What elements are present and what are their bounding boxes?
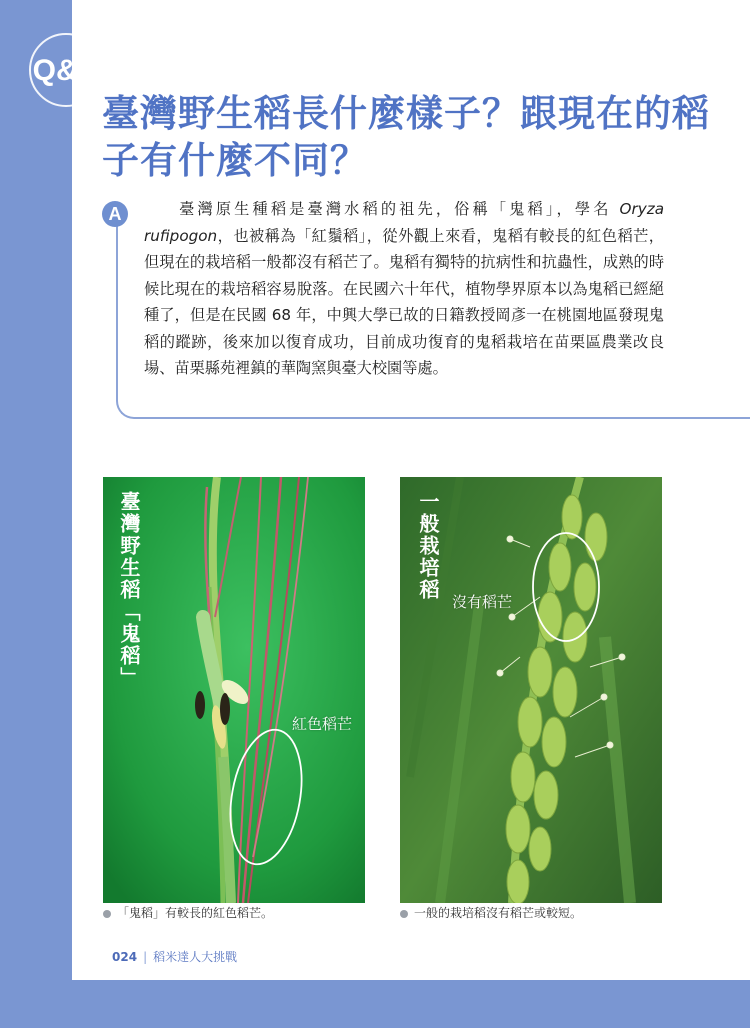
bullet-icon [400,910,408,918]
answer-marker: A [102,201,128,227]
qa-badge-text: Q&A [32,54,100,87]
footer-separator: | [143,950,148,964]
left-side-band [0,0,72,1028]
no-awn-callout: 沒有稻芒 [452,593,513,611]
wild-rice-label: 臺灣野生稻「鬼稻」 [117,491,141,689]
cultivated-rice-label: 一般栽培稻 [416,491,440,601]
page-number: 024 [112,950,138,964]
left-caption-text: 「鬼稻」有較長的紅色稻芒。 [117,906,274,920]
wild-rice-photo [103,477,365,903]
red-awn-callout: 紅色稻芒 [292,715,353,733]
right-caption [400,904,582,921]
bullet-icon [103,910,111,918]
answer-text [144,196,664,382]
book-title: 稻米達人大挑戰 [153,950,238,964]
answer-part-1: 臺灣原生種稻是臺灣水稻的祖先，俗稱「鬼稻」，學名 [176,200,620,218]
cultivated-rice-photo [400,477,662,903]
right-caption-text: 一般的栽培稻沒有稻芒或較短。 [414,906,583,920]
bottom-band [0,980,750,1028]
page-title: 臺灣野生稻長什麼樣子？跟現在的稻子有什麼不同？ [102,91,710,182]
left-caption [103,904,273,921]
scientific-name: Oryza rufipogon [144,200,664,245]
qa-badge [26,30,106,110]
page-footer [112,948,237,965]
answer-part-2: ，也被稱為「紅鬚稻」，從外觀上來看，鬼稻有較長的紅色稻芒，但現在的栽培稻一般都沒有稻芒了。鬼稻有獨特的抗病性和抗蟲性，成熟的時候比現在的栽培稻容易脫落。在民國六十年代，植物學界原本以為鬼稻已經絕種了，但是在民國 68 年，中興大學已故的日籍教授岡彥一在桃園地區發現鬼稻的蹤跡，後來加以復育成功，目前成功復育的鬼稻栽培在苗栗區農業改良場、苗栗縣苑裡鎮的華陶窯與臺大校園等處。 [144,226,664,377]
